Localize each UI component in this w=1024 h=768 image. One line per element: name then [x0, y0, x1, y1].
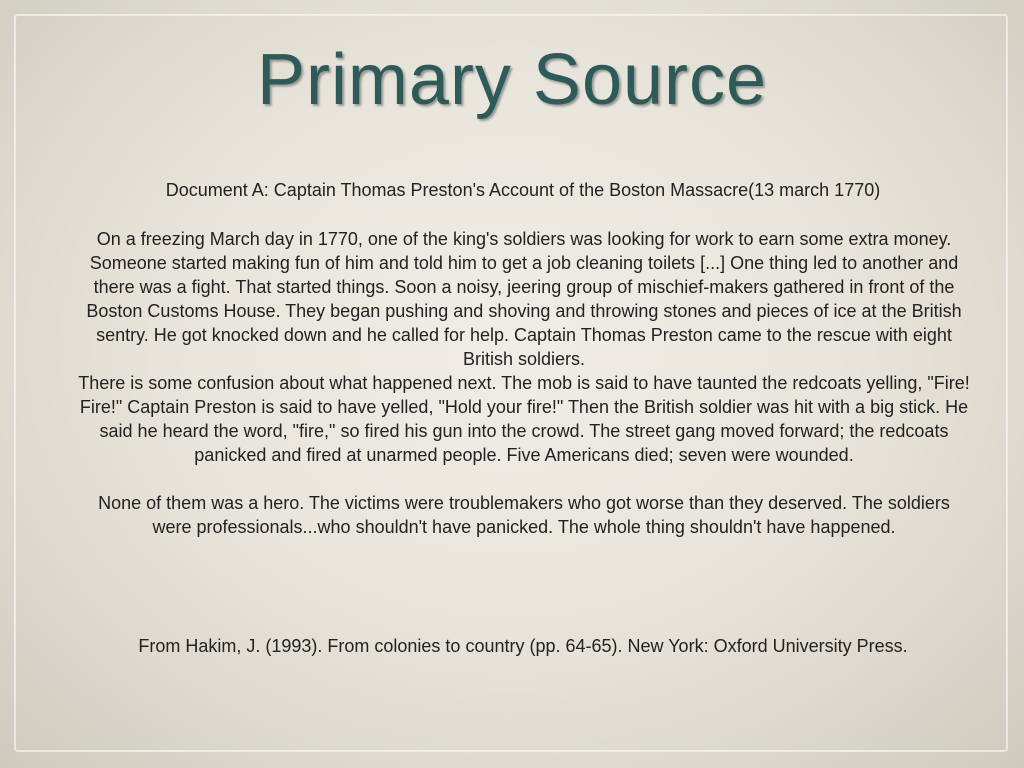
paragraph-3: None of them was a hero. The victims were troublemakers who got worse than they deserved. The soldiers were professionals...who shouldn't have panicked. The whole thing shouldn't have happened.	[98, 493, 950, 537]
document-heading: Document A: Captain Thomas Preston's Account of the Boston Massacre(13 march 1770)	[165, 180, 881, 200]
paragraph-spacer	[78, 467, 970, 491]
paragraph-1: On a freezing March day in 1770, one of the king's soldiers was looking for work to earn some extra money. Someone started making fun of him and told him to get a job cleaning toilets [...] One thing led to another and there was a fight. That started things. Soon a noisy, jeering group of mischief-makers gathered in front of the Boston Customs House. They began pushing and shoving and throwing stones and pieces of ice at the British sentry. He got knocked down and he called for help. Captain Thomas Preston came to the rescue with eight British soldiers.	[86, 229, 962, 369]
slide-title: Primary Source	[256, 40, 768, 120]
citation: From Hakim, J. (1993). From colonies to country (pp. 64-65). New York: Oxford University Press.	[138, 636, 908, 656]
paragraph-2: There is some confusion about what happened next. The mob is said to have taunted the redcoats yelling, "Fire! Fire!" Captain Preston is said to have yelled, "Hold your fire!" Then the British soldier was hit with a big stick. He said he heard the word, "fire," so fired his gun into the crowd. The street gang moved forward; the redcoats panicked and fired at unarmed people. Five Americans died; seven were wounded.	[78, 373, 970, 465]
document-body	[78, 227, 970, 539]
